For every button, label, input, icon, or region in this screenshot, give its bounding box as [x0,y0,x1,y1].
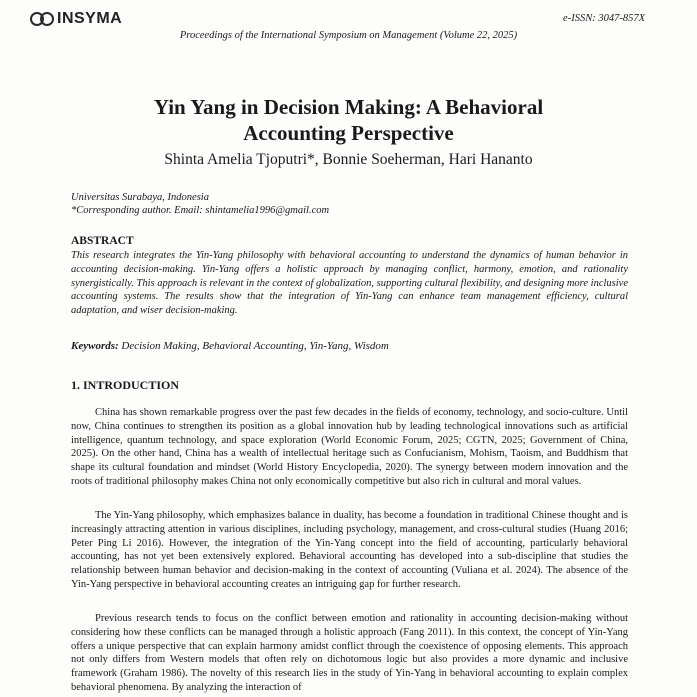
keywords-list: Decision Making, Behavioral Accounting, Yin-Yang, Wisdom [121,340,389,352]
paragraph [71,509,628,592]
logo-swirl-icon [30,11,56,27]
logo-text: INSYMA [57,10,123,27]
paragraph [71,612,628,695]
paragraph-text: The Yin-Yang philosophy, which emphasizes balance in duality, has become a foundation in traditional Chinese thought and is increasingly attracting attention in various disciplines, including psychology, management, and cross-cultural studies (Huang 2016; Peter Ping Li 2016). However, the integration of the Yin-Yang concept into the field of accounting, particularly behavioral accounting, has not yet been extensively explored. Behavioral accounting has developed into a sub-discipline that studies the relationship between human behavior and decision-making in the context of accounting (Vuliana et al. 2024). The absence of the Yin-Yang perspective in behavioral accounting creates an intriguing gap for further research. [71,510,628,590]
paragraph-text: Previous research tends to focus on the conflict between emotion and rationality in accounting decision-making without considering how these conflicts can be managed through a holistic approach (Fang 2011). In this context, the concept of Yin-Yang offers a unique perspective that can explain harmony amidst conflict through the coexistence of opposing elements. This approach not only differs from Western models that often rely on dichotomous logic but also provides a more dynamic and inclusive framework (Graham 1986). The novelty of this research lies in the study of Yin-Yang in behavioral accounting to explain complex behavioral phenomena. By analyzing the interaction of [71,613,628,693]
corresponding-author: *Corresponding author. Email: shintamelia1996@gmail.com [71,205,330,216]
abstract-heading: ABSTRACT [71,235,134,247]
keywords-label: Keywords: [71,340,119,352]
affiliation: Universitas Surabaya, Indonesia [71,192,209,203]
affiliation-block [71,191,329,217]
issn: e-ISSN: 3047-857X [563,13,645,24]
title-line-2: Accounting Perspective [243,121,454,145]
proceedings-line: Proceedings of the International Symposium on Management (Volume 22, 2025) [179,30,518,41]
paragraph-text: China has shown remarkable progress over the past few decades in the fields of economy, technology, and socio-culture. Until now, China continues to strengthen its position as a global innovation hub by leading technological innovations such as artificial intelligence, quantum technology, and space exploration (World Economic Forum, 2025; CGTN, 2025; Government of China, 2025). On the other hand, China has a wealth of intellectual heritage such as Confucianism, Mohism, Taoism, and Buddhism that shape its cultural foundation and mindset (World History Encyclopedia, 2020). The synergy between modern innovation and the roots of traditional philosophy makes China not only economically competitive but also rich in cultural and moral values. [71,407,628,487]
paragraph [71,406,628,489]
paper-title [60,94,637,146]
section-heading-introduction: 1. INTRODUCTION [71,378,180,392]
journal-logo [30,10,122,28]
authors: Shinta Amelia Tjoputri*, Bonnie Soeherman, Hari Hananto [164,151,533,168]
title-line-1: Yin Yang in Decision Making: A Behavioral [153,95,544,119]
abstract-text: This research integrates the Yin-Yang philosophy with behavioral accounting to understand the dynamics of human behavior in accounting decision-making. Yin-Yang offers a holistic approach by managing conflict, harmony, emotion, and rationality synergistically. This approach is relevant in the context of globalization, supporting cultural flexibility, and designing more inclusive accounting systems. The results show that the integration of Yin-Yang can enhance team management efficiency, cultural adaptation, and wiser decision-making. [71,250,628,317]
keywords [71,340,389,352]
